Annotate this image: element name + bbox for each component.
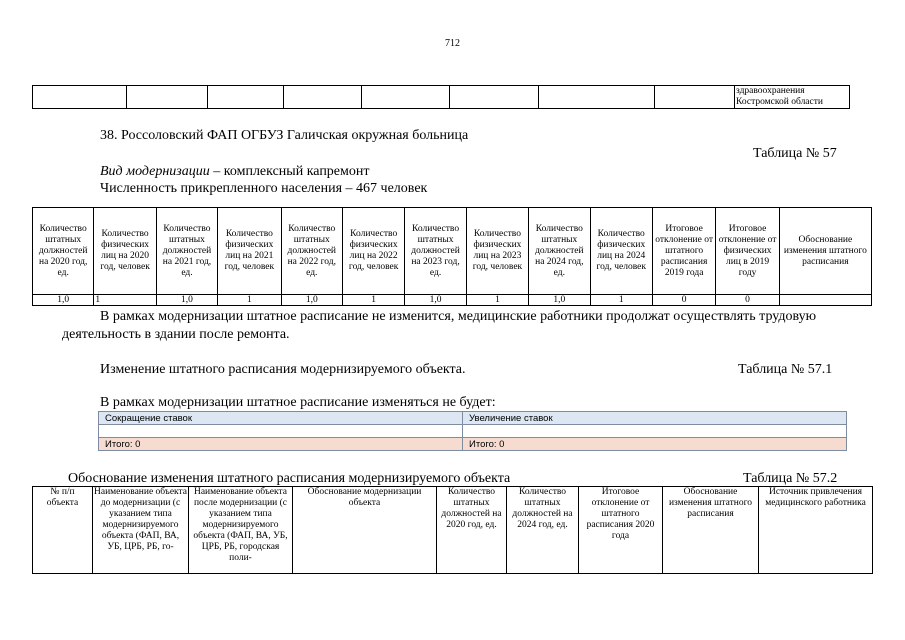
value-cell: 1 — [218, 295, 281, 306]
staff-change-table — [98, 411, 847, 451]
header-cell: Количество физических лиц на 2021 год, человек — [218, 208, 281, 295]
value-cell: 1 — [466, 295, 528, 306]
modernization-type-value: – комплексный капремонт — [209, 164, 370, 179]
section-title: 38. Россоловский ФАП ОГБУЗ Галичская окружная больница — [100, 128, 469, 143]
header-cell: Количество штатных должностей на 2024 год, ед. — [529, 208, 590, 295]
header-cell: Количество штатных должностей на 2021 год, ед. — [156, 208, 217, 295]
increase-header: Увеличение ставок — [463, 412, 847, 425]
header-cell: Итоговое отклонение от штатного расписания 2020 года — [579, 487, 663, 574]
table-572-label: Таблица № 57.2 — [743, 471, 838, 486]
value-cell: 1 — [94, 295, 156, 306]
header-cell: Обоснование изменения штатного расписания — [779, 208, 871, 295]
header-cell: Итоговое отклонение от физических лиц в 2019 году — [716, 208, 779, 295]
explanation-paragraph: В рамках модернизации штатное расписание не изменится, медицинские работники продолжат осуществлять трудовую деятельность в здании после ремонта. — [62, 309, 817, 342]
value-cell: 1,0 — [529, 295, 590, 306]
value-cell: 1,0 — [281, 295, 342, 306]
value-cell: 1 — [342, 295, 404, 306]
reduction-total: Итого: 0 — [99, 438, 463, 451]
header-cell: Количество штатных должностей на 2022 год, ед. — [281, 208, 342, 295]
header-cell: Количество физических лиц на 2020 год, человек — [94, 208, 156, 295]
value-cell: 1,0 — [156, 295, 217, 306]
table-571-title: Изменение штатного расписания модернизируемого объекта. — [100, 362, 466, 377]
header-cell: Наименование объекта до модернизации (с указанием типа модернизируемого объекта (ФАП, ВА, УБ, ЦРБ, РБ, го- — [93, 487, 189, 574]
modernization-type — [100, 163, 370, 180]
header-cell: Количество штатных должностей на 2020 год, ед. — [33, 208, 94, 295]
value-cell: 0 — [652, 295, 715, 306]
header-cell: Количество физических лиц на 2024 год, человек — [590, 208, 652, 295]
header-cell: Количество штатных должностей на 2023 год, ед. — [405, 208, 466, 295]
header-cell: Количество физических лиц на 2022 год, человек — [342, 208, 404, 295]
page-number: 712 — [445, 38, 460, 49]
population-count: Численность прикрепленного населения – 467 человек — [100, 181, 428, 196]
table-571-label: Таблица № 57.1 — [738, 362, 833, 377]
justification-table-572 — [32, 486, 873, 574]
header-cell: Количество штатных должностей на 2024 год, ед. — [507, 487, 579, 574]
header-cell: Обоснование изменения штатного расписания — [663, 487, 759, 574]
increase-total: Итого: 0 — [463, 438, 847, 451]
table-571-note: В рамках модернизации штатное расписание изменяться не будет: — [100, 395, 496, 410]
value-cell — [779, 295, 871, 306]
header-cell: № п/п объекта — [33, 487, 93, 574]
reduction-header: Сокращение ставок — [99, 412, 463, 425]
header-cell: Количество физических лиц на 2023 год, человек — [466, 208, 528, 295]
header-cell: Количество штатных должностей на 2020 год, ед. — [437, 487, 507, 574]
value-cell: 0 — [716, 295, 779, 306]
staffing-table-57 — [32, 207, 872, 306]
table-57-label: Таблица № 57 — [753, 146, 837, 161]
value-cell: 1,0 — [33, 295, 94, 306]
header-cell: Обоснование модернизации объекта — [293, 487, 437, 574]
modernization-type-label: Вид модернизации — [100, 164, 210, 179]
value-cell: 1,0 — [405, 295, 466, 306]
value-cell: 1 — [590, 295, 652, 306]
header-cell: Источник привлечения медицинского работника — [759, 487, 873, 574]
header-cell: Наименование объекта после модернизации (с указанием типа модернизируемого объекта (ФАП, ВА, УБ, ЦРБ, РБ, городская поли- — [189, 487, 293, 574]
continuation-table — [32, 85, 850, 109]
continuation-cell: здравоохранения Костромской области — [735, 86, 850, 109]
table-572-title: Обоснование изменения штатного расписания модернизируемого объекта — [68, 471, 511, 486]
header-cell: Итоговое отклонение от штатного расписания 2019 года — [652, 208, 715, 295]
